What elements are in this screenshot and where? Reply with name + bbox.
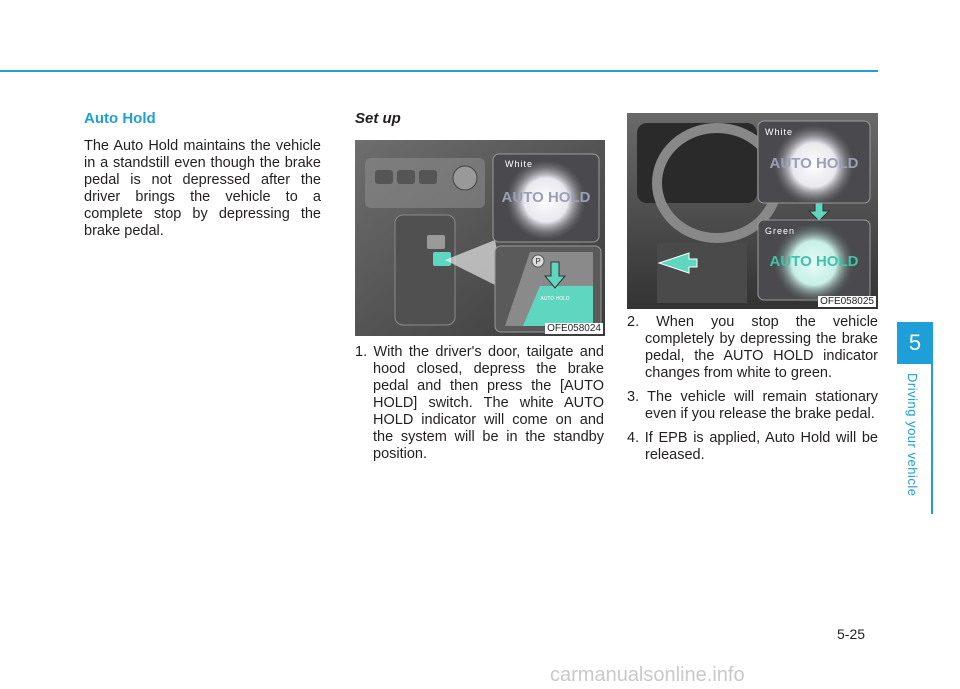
auto-hold-body: The Auto Hold maintains the vehicle in a standstill even though the brake pedal is not depressed after the driver brings the vehicle to a complete stop by depressing the brake pedal. bbox=[84, 138, 321, 239]
console-illustration bbox=[355, 140, 605, 336]
green-indicator-text: AUTO HOLD bbox=[769, 253, 859, 270]
setup-steps-col3 bbox=[627, 314, 878, 471]
figure-auto-hold-switch bbox=[355, 140, 605, 336]
chapter-number-tab: 5 bbox=[897, 322, 933, 364]
header-rule bbox=[0, 70, 878, 72]
watermark: carmanualsonline.info bbox=[550, 664, 745, 686]
auto-hold-indicator-text: AUTO HOLD bbox=[501, 189, 591, 206]
figure-code: OFE058024 bbox=[547, 323, 601, 334]
cluster-illustration bbox=[627, 113, 878, 309]
white-indicator-text: AUTO HOLD bbox=[769, 155, 859, 172]
setup-section bbox=[355, 110, 605, 127]
auto-hold-section bbox=[84, 110, 321, 240]
white-label: White bbox=[765, 127, 794, 137]
step-1: 1. With the driver's door, tailgate and hood closed, depress the brake pedal and then press the [AUTO HOLD] switch. The white AUTO HOLD indicator will come on and the system will be in the standby position. bbox=[355, 344, 604, 462]
auto-hold-heading: Auto Hold bbox=[84, 110, 156, 127]
figure-indicator-states bbox=[627, 113, 878, 309]
step-4: 4. If EPB is applied, Auto Hold will be released. bbox=[627, 430, 878, 463]
parking-symbol: P bbox=[535, 257, 541, 266]
green-label: Green bbox=[765, 226, 796, 236]
sidebar-rule bbox=[931, 364, 933, 514]
step-2: 2. When you stop the vehicle completely by depressing the brake pedal, the AUTO HOLD indicator changes from white to green. bbox=[627, 314, 878, 381]
white-label: White bbox=[505, 159, 534, 169]
button-label: AUTO HOLD bbox=[540, 296, 570, 302]
page-number: 5-25 bbox=[837, 626, 866, 642]
figure-code: OFE058025 bbox=[820, 296, 874, 307]
setup-steps-col2 bbox=[355, 344, 604, 470]
step-3: 3. The vehicle will remain stationary even if you release the brake pedal. bbox=[627, 389, 878, 422]
setup-heading: Set up bbox=[355, 110, 401, 127]
chapter-title: Driving your vehicle bbox=[905, 373, 920, 497]
